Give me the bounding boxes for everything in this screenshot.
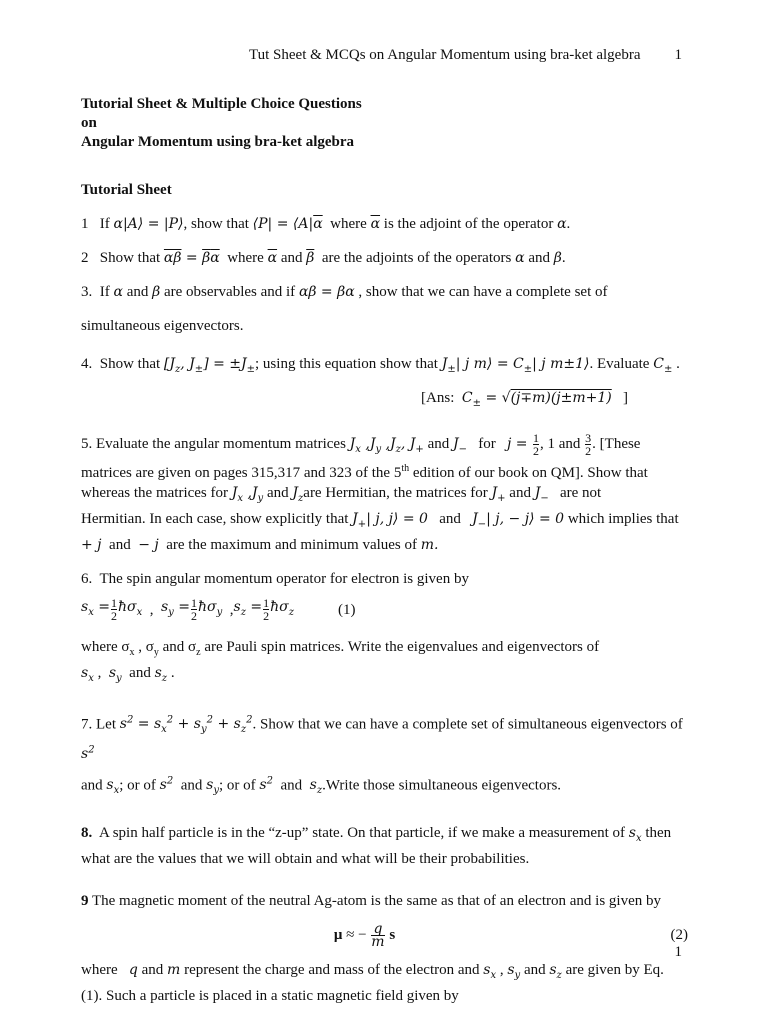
question-3-line-2: simultaneous eigenvectors.	[81, 318, 244, 334]
question-7: 7. Let $s^2 = s_x^2 + s_y^2 + s_z^2$. Show that we can have a complete set of simultaneous eigenvectors of $s^2$ and $s_x$; or of $s^2$ and $s_y$; or of $s^2$ and $s_z.Write$ those simultaneous eigenvectors.	[81, 714, 683, 797]
running-header	[249, 47, 682, 64]
equation-number-2: (2)	[670, 927, 688, 944]
title-line-3: Angular Momentum using bra-ket algebra	[81, 134, 355, 150]
question-6-equation: $s_x$ = $\frac{1}{2}$ $ħ\sigma_x$ , $s_y$ = $\frac{1}{2}$ $ħ\sigma_y$ , $s_z$ = $\frac{1}{2}$ $ħ\sigma_z$ (1)	[81, 596, 356, 624]
section-heading: Tutorial Sheet	[81, 182, 172, 198]
question-3: 3. If α and β are observables and if αβ = βα , show that we can have a complete set of	[81, 284, 608, 300]
equation-number-1: (1)	[338, 601, 356, 618]
running-title: Tut Sheet & MCQs on Angular Momentum using bra-ket algebra	[249, 47, 641, 63]
footer-page-number: 1	[674, 944, 682, 960]
header-page-number: 1	[674, 47, 682, 63]
question-4-answer: [Ans: $C_\pm = √(j\mp m)(j\pm m+1)$ ]	[421, 389, 628, 409]
question-8: 8. A spin half particle is in the “z-up” state. On that particle, if we make a measurement of $s_x$ then what are the values that we will obtain and what will be their probabilities.	[81, 825, 672, 867]
question-5: 5. Evaluate the angular momentum matrices $J_x$ $,J_y$ $,J_z$, $J_+$ and $J_-$ for j = $\frac{1}{2}$ , 1 and $\frac{3}{2}$ . [These matrices are given on pages 315,317 and 323 of the 5th edition of our book on QM]. Show that whereas the matrices for $J_x$ $,J_y$ and $J_zare$ Hermitian, the matrices for $J_+$ and $J_-$ are not Hermitian. In each case, show explicitly that $J_+|$ j, j⟩ = 0 and $J_-|$ j, − j⟩ = 0 which implies that + j and − j are the maximum and minimum values of m.	[81, 430, 679, 553]
document-body	[81, 95, 688, 1006]
question-9: 9 The magnetic moment of the neutral Ag-atom is the same as that of an electron and is given by	[81, 892, 661, 909]
question-9-text: where q and m represent the charge and mass of the electron and $s_x$ , $s_y$ and $s_z$ are given by Eq. (1). Such a particle is placed in a static magnetic field given by	[81, 961, 664, 1004]
question-2: 2 Show that $\overline{\alpha\beta} = \overline{\beta}\overline{\alpha}$ where $\overline{\alpha}$ and $\overline{\beta}$ are the adjoints of the operators α and β.	[81, 250, 566, 266]
question-9-equation: μ ≈ − $\frac{q}{m}$ s (2)	[333, 920, 688, 950]
question-1: 1 If α|A⟩ = |P⟩, show that ⟨P| = $⟨A|\overline{\alpha}$ where $\overline{\alpha}$ is the adjoint of the operator α.	[81, 216, 571, 232]
question-6-text: where $\sigma_x$ , $\sigma_y$ and $\sigma_z$ are Pauli spin matrices. Write the eigenvalues and eigenvectors of $s_x$ , $s_y$ and $s_z$ .	[81, 638, 600, 684]
title-line-2: on	[81, 115, 97, 131]
title-line-1: Tutorial Sheet & Multiple Choice Questions	[81, 96, 362, 112]
question-4: 4. Show that [$J_z$, $J_\pm] = \pm J_\pm$; using this equation show that $J_\pm|$ j m⟩ = $C_\pm|$ j m±1⟩. Evaluate $C_\pm$ .	[81, 356, 680, 375]
question-6: 6. The spin angular momentum operator for electron is given by	[81, 570, 469, 587]
